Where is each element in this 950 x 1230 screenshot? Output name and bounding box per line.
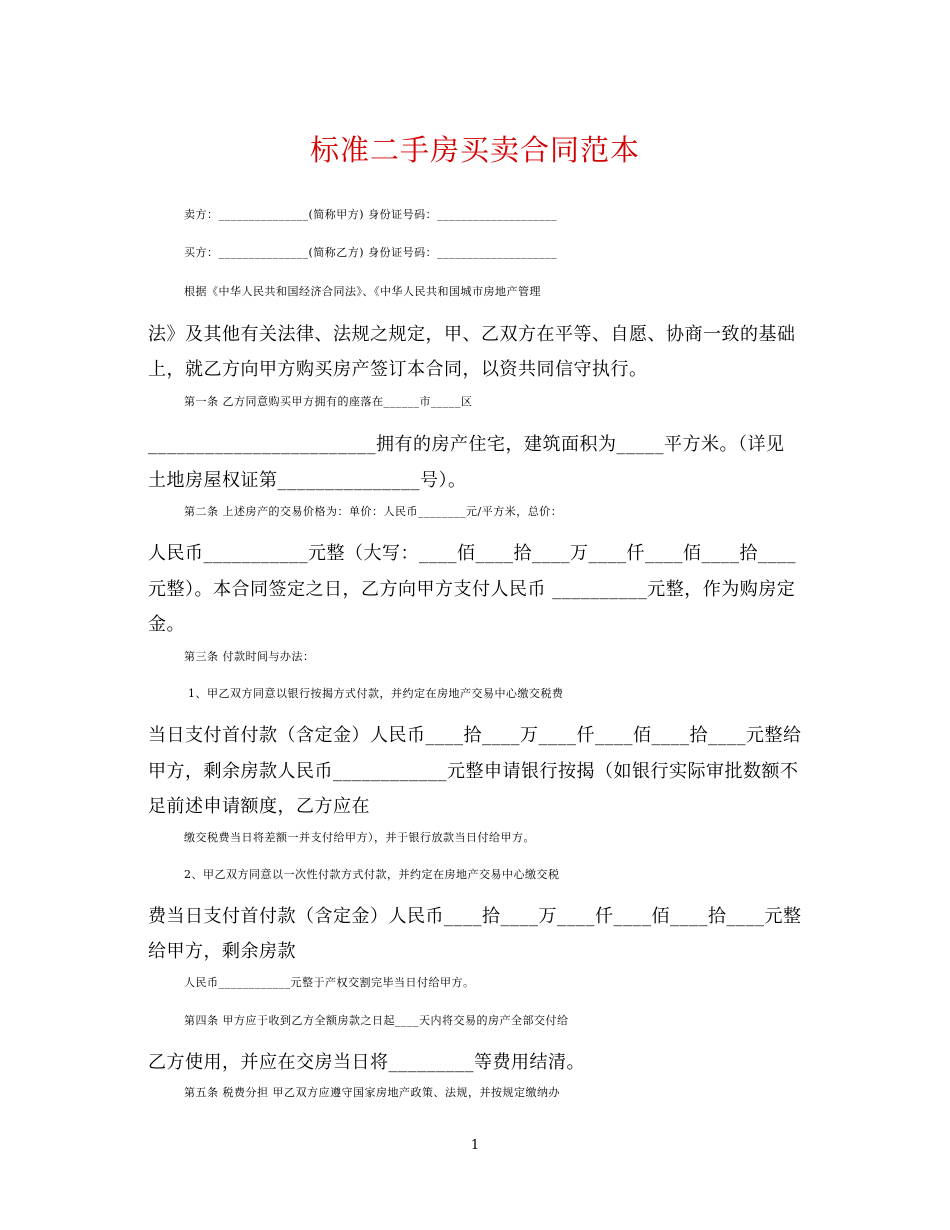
seller-line: 卖方：_______________(简称甲方) 身份证号码：____________________ [184,208,558,221]
text-line: 费当日支付首付款（含定金）人民币____拾____万____仟____佰____拾____元整 [148,906,802,927]
buyer-line: 买方：_______________(简称乙方) 身份证号码：____________________ [184,246,558,259]
text-line: 法》及其他有关法律、法规之规定，甲、乙双方在平等、自愿、协商一致的基础 [148,324,796,345]
text-line: 土地房屋权证第_______________号）。 [148,470,467,491]
text-line: ________________________拥有的房产住宅，建筑面积为_____平方米。（详见 [148,434,785,455]
text-line: 元整）。本合同签定之日，乙方向甲方支付人民币 __________元整，作为购房定 [148,579,796,600]
text-line: 根据《中华人民共和国经济合同法》、《中华人民共和国城市房地产管理 [184,285,541,298]
text-line: 甲方，剩余房款人民币____________元整申请银行按揭（如银行实际审批数额不 [148,761,799,782]
text-line: 金。 [148,614,185,635]
text-line: 人民币___________元整（大写：____佰____拾____万____仟____佰____拾____ [148,543,796,564]
text-line: 给甲方，剩余房款 [148,941,296,962]
text-line: 上，就乙方向甲方购买房产签订本合同，以资共同信守执行。 [148,359,648,380]
text-line: 缴交税费当日将差额一并支付给甲方），并于银行放款当日付给甲方。 [184,831,535,844]
text-line: 乙方使用，并应在交房当日将_________等费用结清。 [148,1052,585,1073]
article-1: 第一条 乙方同意购买甲方拥有的座落在______市_____区 [184,395,473,408]
article-4: 第四条 甲方应于收到乙方全额房款之日起____天内将交易的房产全部交付给 [184,1014,569,1027]
article-2: 第二条 上述房产的交易价格为：单价：人民币________元/平方米，总价： [184,505,563,518]
text-line: 人民币____________元整于产权交割完毕当日付给甲方。 [184,976,475,989]
text-line: 足前述申请额度，乙方应在 [148,796,370,817]
page-number: 1 [470,1138,480,1153]
text-line: 2、甲乙双方同意以一次性付款方式付款，并约定在房地产交易中心缴交税 [184,868,560,881]
document-title: 标准二手房买卖合同范本 [309,133,640,167]
article-3: 第三条 付款时间与办法： [184,650,315,663]
text-line: 当日支付首付款（含定金）人民币____拾____万____仟____佰____拾____元整给 [148,725,802,746]
article-5: 第五条 税费分担 甲乙双方应遵守国家房地产政策、法规，并按规定缴纳办 [184,1086,560,1099]
text-line: 1、甲乙双方同意以银行按揭方式付款，并约定在房地产交易中心缴交税费 [184,687,564,700]
